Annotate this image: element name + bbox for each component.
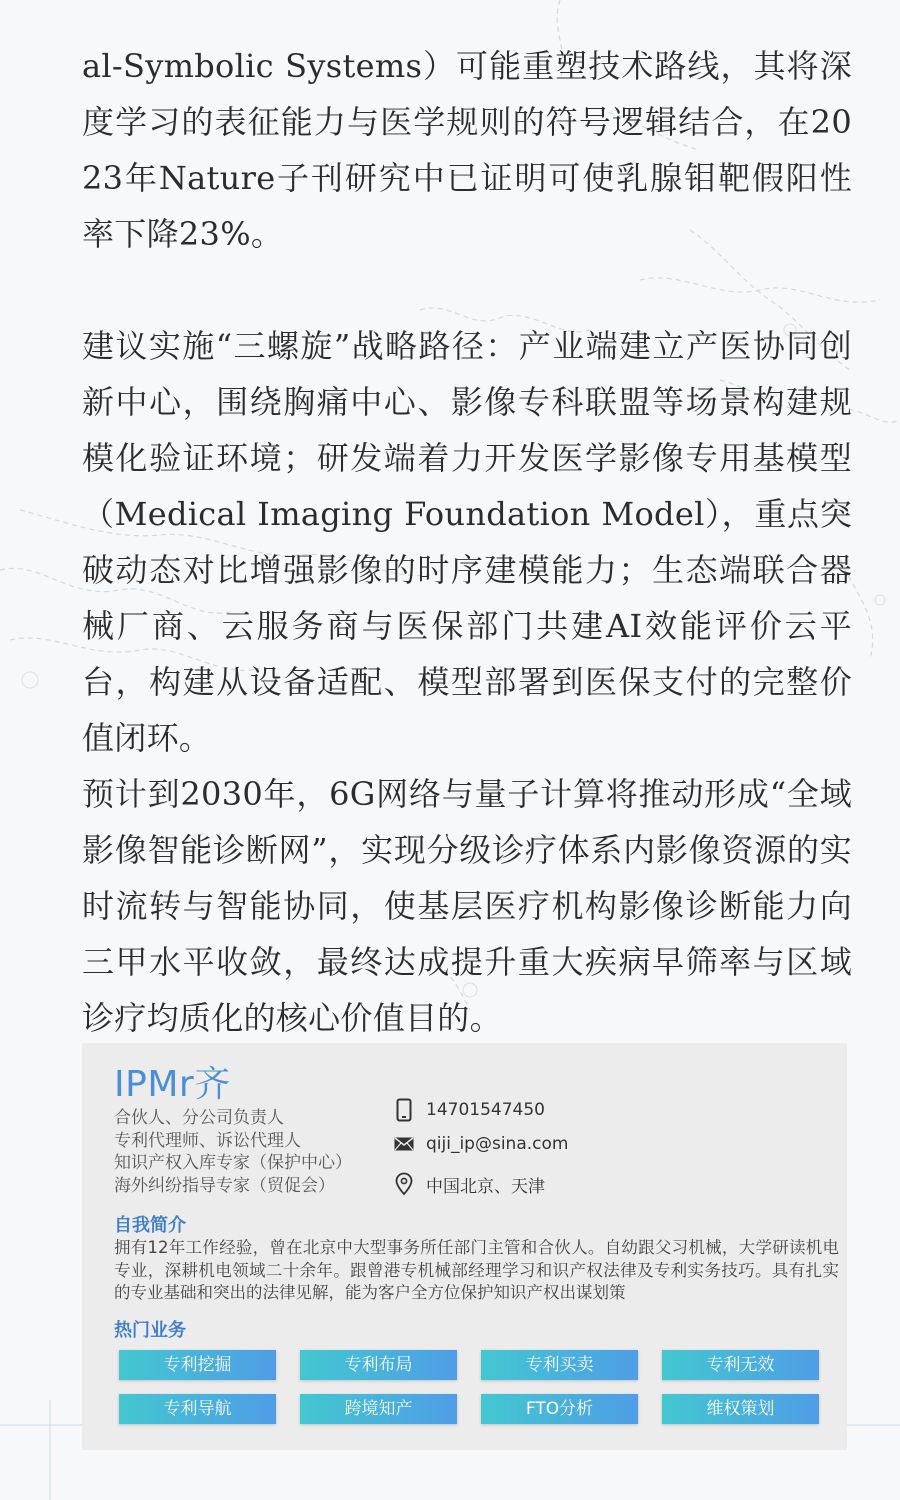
location-pin-icon	[392, 1172, 416, 1196]
location-text: 中国北京、天津	[426, 1176, 545, 1197]
phone-icon	[392, 1098, 416, 1122]
card-title-line: 海外纠纷指导专家（贸促会）	[114, 1175, 335, 1196]
card-title-line: 知识产权入库专家（保护中心）	[114, 1153, 352, 1173]
service-tag[interactable]: 专利挖掘	[119, 1350, 276, 1380]
service-tag[interactable]: FTO分析	[481, 1394, 638, 1424]
card-title-line: 合伙人、分公司负责人	[114, 1108, 284, 1128]
card-titles	[114, 1107, 352, 1197]
business-card	[82, 1043, 847, 1450]
email-address[interactable]: qiji_ip@sina.com	[426, 1134, 569, 1154]
intro-text: 拥有12年工作经验，曾在北京中大型事务所任部门主管和合伙人。自幼跟父习机械，大学研读机电专业，深耕机电领域二十余年。跟曾港专机械部经理学习和识产权法律及专利实务技巧。具有扎实的专业基础和突出的法律见解，能为客户全方位保护知识产权出谋划策	[114, 1238, 839, 1302]
card-title-line: 专利代理师、诉讼代理人	[114, 1130, 301, 1151]
service-tag[interactable]: 专利买卖	[481, 1350, 638, 1380]
service-tag[interactable]: 专利导航	[119, 1394, 276, 1424]
card-name: IPMr齐	[114, 1064, 231, 1105]
service-tag[interactable]: 专利布局	[300, 1350, 457, 1380]
contact-phone	[392, 1093, 568, 1127]
article-paragraph: 建议实施“三螺旋”战略路径：产业端建立产医协同创新中心，围绕胸痛中心、影像专科联盟等场景构建规模化验证环境；研发端着力开发医学影像专用基模型（Medical Imaging Foundation Model），重点突破动态对比增强影像的时序建模能力；生态端联合器械厂商、云服务商与医保部门共建AI效能评价云平台，构建从设备适配、模型部署到医保支付的完整价值闭环。	[82, 327, 852, 757]
mail-icon	[392, 1132, 416, 1156]
article-paragraph: 预计到2030年，6G网络与量子计算将推动形成“全域影像智能诊断网”，实现分级诊疗体系内影像资源的实时流转与智能协同，使基层医疗机构影像诊断能力向三甲水平收敛，最终达成提升重大疾病早筛率与区域诊疗均质化的核心价值目的。	[82, 775, 852, 1037]
service-tag[interactable]: 专利无效	[662, 1350, 819, 1380]
intro-heading: 自我简介	[114, 1215, 186, 1236]
contact-email	[392, 1127, 568, 1161]
contact-location	[392, 1167, 568, 1201]
article-body	[82, 38, 852, 1046]
phone-number[interactable]: 14701547450	[426, 1100, 545, 1120]
service-tag[interactable]: 跨境知产	[300, 1394, 457, 1424]
contact-info	[392, 1093, 568, 1201]
services-heading: 热门业务	[114, 1320, 186, 1341]
article-paragraph: al-Symbolic Systems）可能重塑技术路线，其将深度学习的表征能力与医学规则的符号逻辑结合，在2023年Nature子刊研究中已证明可使乳腺钼靶假阳性率下降23%。	[82, 47, 852, 253]
services-tags	[119, 1350, 824, 1424]
service-tag[interactable]: 维权策划	[662, 1394, 819, 1424]
